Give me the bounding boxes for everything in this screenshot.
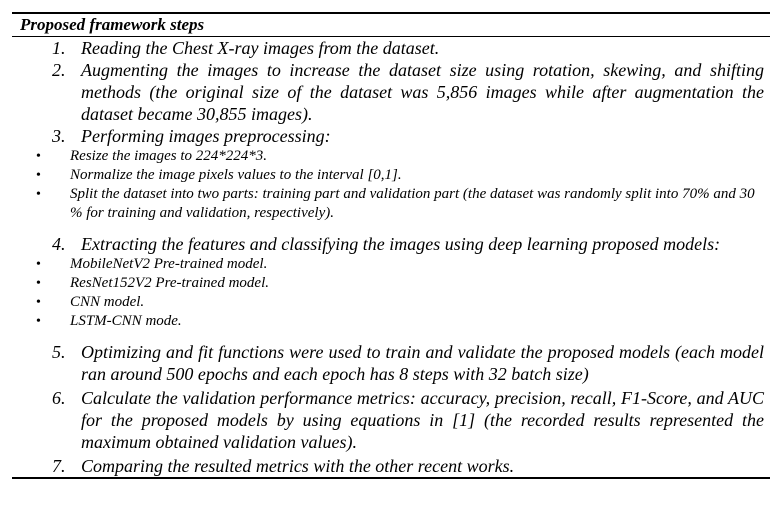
step-7: [12, 455, 770, 477]
sub-item: [12, 255, 770, 274]
step-number: 1.: [52, 38, 66, 58]
sub-item: [12, 293, 770, 312]
step-5: [12, 341, 770, 385]
sub-item-text: CNN model.: [70, 294, 145, 310]
bullet-icon: •: [36, 314, 41, 329]
step-text: Augmenting the images to increase the dataset size using rotation, skewing, and shifting methods (the original size of the dataset was 5,856 images while after augmentation the dataset became 30,855 images).: [81, 60, 764, 124]
header-title: Proposed framework steps: [20, 15, 205, 34]
step-number: 2.: [52, 60, 66, 80]
sub-item-text: ResNet152V2 Pre-trained model.: [70, 275, 269, 291]
step-3-subitems: [12, 147, 770, 223]
sub-item-text: LSTM-CNN mode.: [70, 313, 182, 329]
sub-list: [12, 255, 770, 331]
sub-list: [12, 147, 770, 223]
framework-steps-table: [12, 12, 770, 479]
step-3: [12, 125, 770, 147]
step-text: Reading the Chest X-ray images from the dataset.: [81, 38, 440, 58]
step-4: [12, 233, 770, 255]
sub-item-text: Normalize the image pixels values to the interval [0,1].: [70, 167, 402, 183]
table-header: [12, 14, 770, 37]
sub-item: [12, 312, 770, 331]
step-text: Calculate the validation performance metrics: accuracy, precision, recall, F1-Score, and AUC for the proposed models by using equations in [1] (the recorded results represented the maximum obtained validation values).: [81, 388, 764, 452]
sub-item-text: MobileNetV2 Pre-trained model.: [70, 256, 268, 272]
bullet-icon: •: [36, 295, 41, 310]
step-text: Extracting the features and classifying the images using deep learning proposed models:: [81, 234, 721, 254]
step-1: [12, 37, 770, 59]
step-2: [12, 59, 770, 125]
step-number: 3.: [52, 126, 66, 146]
steps-list: [12, 37, 770, 477]
sub-item: [12, 147, 770, 166]
sub-item: [12, 274, 770, 293]
step-text: Performing images preprocessing:: [81, 126, 331, 146]
step-number: 4.: [52, 234, 66, 254]
bullet-icon: •: [36, 276, 41, 291]
bullet-icon: •: [36, 187, 41, 202]
bullet-icon: •: [36, 149, 41, 164]
step-6: [12, 387, 770, 453]
step-number: 7.: [52, 456, 66, 476]
step-number: 6.: [52, 388, 66, 408]
step-text: Comparing the resulted metrics with the other recent works.: [81, 456, 515, 476]
sub-item-text: Split the dataset into two parts: training part and validation part (the dataset was randomly split into 70% and 30 % for training and validation, respectively).: [70, 186, 755, 221]
step-text: Optimizing and fit functions were used to train and validate the proposed models (each model ran around 500 epochs and each epoch has 8 steps with 32 batch size): [81, 342, 764, 384]
sub-item: [12, 166, 770, 185]
bullet-icon: •: [36, 168, 41, 183]
step-4-subitems: [12, 255, 770, 331]
step-number: 5.: [52, 342, 66, 362]
sub-item: [12, 185, 770, 223]
sub-item-text: Resize the images to 224*224*3.: [70, 148, 268, 164]
bullet-icon: •: [36, 257, 41, 272]
